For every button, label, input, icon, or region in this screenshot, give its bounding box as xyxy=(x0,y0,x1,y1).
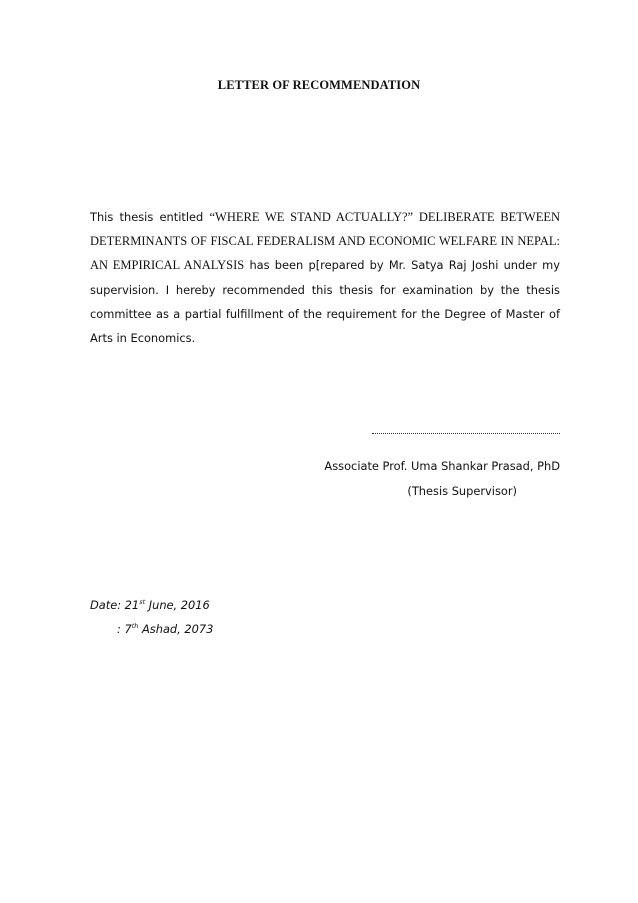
date-gregorian-prefix: Date: 21 xyxy=(90,598,140,612)
thesis-title: “WHERE WE STAND ACTUALLY?” DELIBERATE BETWEEN DETERMINANTS OF FISCAL FEDERALISM AND ECONOMIC WELFARE IN NEPAL: AN EMPIRICAL ANALYSIS xyxy=(90,210,560,273)
date-block xyxy=(90,593,213,641)
paragraph-rest: has been p[repared by Mr. Satya Raj Joshi under my supervision. I hereby recommended this thesis for examination by the thesis committee as a partial fulfillment of the requirement for the Degree of Master of Arts in Economics. xyxy=(90,258,560,346)
date-gregorian-suffix: June, 2016 xyxy=(145,598,210,612)
document-title: LETTER OF RECOMMENDATION xyxy=(217,78,421,92)
date-gregorian xyxy=(90,593,213,617)
date-nepali-prefix: : 7 xyxy=(117,622,132,636)
date-nepali xyxy=(90,617,213,641)
signature-line xyxy=(372,423,560,434)
supervisor-role: (Thesis Supervisor) xyxy=(407,484,517,498)
date-gregorian-ordinal: st xyxy=(139,598,146,607)
date-nepali-suffix: Ashad, 2073 xyxy=(138,622,214,636)
paragraph-intro: This thesis entitled xyxy=(90,210,210,224)
supervisor-name: Associate Prof. Uma Shankar Prasad, PhD xyxy=(324,459,560,473)
date-nepali-ordinal: th xyxy=(131,622,139,631)
recommendation-paragraph xyxy=(90,205,560,350)
